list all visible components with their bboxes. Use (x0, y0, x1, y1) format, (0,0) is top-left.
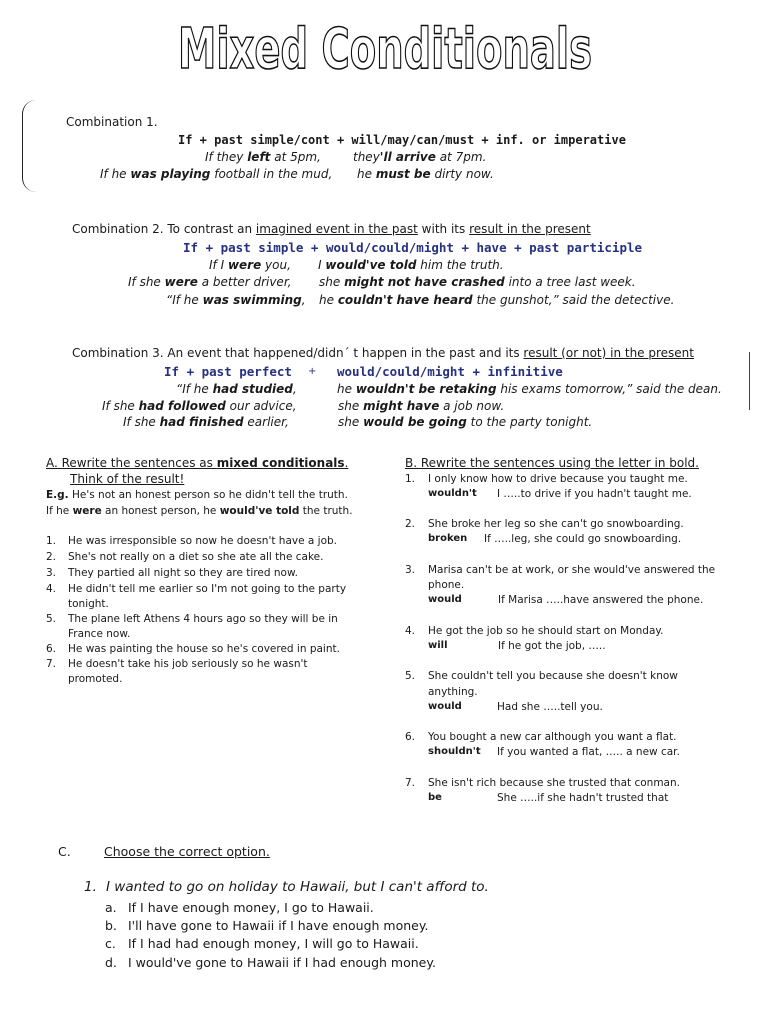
section-a-example: E.g. He's not an honest person so he didn't tell the truth. (46, 489, 348, 501)
section-c-heading: Choose the correct option. (104, 844, 270, 859)
section-a-item-text: tonight. (68, 598, 109, 610)
section-b-prompt: If you wanted a flat, ….. a new car. (497, 746, 680, 758)
section-b-prompt: Had she …..tell you. (497, 701, 603, 713)
combination-3-label: Combination 3. An event that happened/didn´ t happen in the past and its result (or not) in the present (72, 346, 694, 360)
section-b-item-text: I only know how to drive because you taught me. (428, 473, 688, 485)
section-b-item-text: phone. (428, 579, 465, 591)
combination-1-example-1-condition: If they left at 5pm, (205, 150, 321, 164)
combination-3-formula-condition: If + past perfect (164, 364, 292, 379)
section-b-keyword: broken (428, 533, 468, 544)
section-b-item-number: 1. (405, 473, 416, 485)
section-c-label: C. (58, 844, 71, 859)
section-a-item-number: 5. (46, 613, 57, 625)
section-a-example-answer: If he were an honest person, he would've told the truth. (46, 505, 353, 517)
title-text: Mixed Conditionals (178, 17, 592, 82)
combination-3-example-3-condition: If she had finished earlier, (123, 415, 289, 429)
section-b-heading: B. Rewrite the sentences using the letter in bold. (405, 456, 699, 470)
section-a-item-number: 7. (46, 658, 57, 670)
combination-2-label: Combination 2. To contrast an imagined event in the past with its result in the present (72, 222, 591, 236)
section-c-option-letter: d. (105, 955, 117, 970)
section-a-item-text: The plane left Athens 4 hours ago so they will be in (68, 613, 338, 625)
combination-3-example-2-condition: If she had followed our advice, (102, 399, 297, 413)
section-a-heading: A. Rewrite the sentences as mixed conditionals. (46, 456, 349, 470)
section-c-option-letter: b. (105, 918, 117, 933)
section-b-item-number: 4. (405, 625, 416, 637)
section-a-item-number: 2. (46, 551, 57, 563)
section-a-item-number: 6. (46, 643, 57, 655)
section-b-keyword: will (428, 640, 448, 651)
section-a-item-text: France now. (68, 628, 131, 640)
section-a-item-number: 3. (46, 567, 57, 579)
section-b-prompt: I …..to drive if you hadn't taught me. (497, 488, 692, 500)
left-bracket-decoration (22, 100, 37, 192)
section-a-item-text: They partied all night so they are tired now. (68, 567, 298, 579)
section-b-prompt: If Marisa …..have answered the phone. (498, 594, 704, 606)
section-b-item-text: She isn't rich because she trusted that conman. (428, 777, 680, 789)
section-b-item-text: He got the job so he should start on Monday. (428, 625, 664, 637)
section-a-item-text: She's not really on a diet so she ate all the cake. (68, 551, 324, 563)
section-a-item-text: He didn't tell me earlier so I'm not going to the party (68, 583, 347, 595)
section-c-question: I wanted to go on holiday to Hawaii, but I can't afford to. (106, 879, 489, 895)
section-a-item-text: He was irresponsible so now he doesn't have a job. (68, 535, 338, 547)
section-b-prompt: If he got the job, ….. (498, 640, 606, 652)
section-b-keyword: would (428, 701, 462, 712)
section-b-item-number: 7. (405, 777, 416, 789)
combination-1-example-1-result: they'll arrive at 7pm. (353, 150, 487, 164)
combination-2-example-3-result: he couldn't have heard the gunshot,” said the detective. (319, 293, 675, 307)
section-c-option-letter: c. (105, 936, 116, 951)
section-b-keyword: would (428, 594, 462, 605)
combination-3-example-1-result: he wouldn't be retaking his exams tomorrow,” said the dean. (337, 382, 722, 396)
section-b-keyword: shouldn't (428, 746, 481, 757)
section-b-item-text: Marisa can't be at work, or she would've answered the (428, 564, 716, 576)
section-a-subheading: Think of the result! (70, 472, 185, 486)
section-b-item-text: She couldn't tell you because she doesn't know (428, 670, 678, 682)
combination-2-example-3-condition: “If he was swimming, (166, 293, 306, 307)
combination-2-example-1-result: I would've told him the truth. (318, 258, 504, 272)
combination-3-formula-result: would/could/might + infinitive (337, 364, 563, 379)
section-b-item-number: 3. (405, 564, 416, 576)
section-b-item-text: She broke her leg so she can't go snowboarding. (428, 518, 684, 530)
section-c-option-text: If I have enough money, I go to Hawaii. (128, 900, 374, 915)
combination-1-label: Combination 1. (66, 115, 158, 129)
section-a-item-text: He doesn't take his job seriously so he wasn't (68, 658, 308, 670)
combination-3-example-3-result: she would be going to the party tonight. (338, 415, 593, 429)
combination-1-formula: If + past simple/cont + will/may/can/must + inf. or imperative (178, 133, 626, 147)
section-c-option-letter: a. (105, 900, 117, 915)
section-b-item-text: You bought a new car although you want a flat. (428, 731, 677, 743)
combination-2-example-2-condition: If she were a better driver, (128, 275, 292, 289)
section-c-option-text: I would've gone to Hawaii if I had enough money. (128, 955, 436, 970)
section-c-question-number: 1. (84, 879, 97, 895)
combination-3-formula-plus: + (308, 366, 317, 377)
section-a-item-text: He was painting the house so he's covered in paint. (68, 643, 340, 655)
section-b-prompt: She …..if she hadn't trusted that (497, 792, 669, 804)
combination-2-formula: If + past simple + would/could/might + have + past participle (183, 240, 643, 255)
combination-3-example-1-condition: “If he had studied, (176, 382, 297, 396)
section-a-item-number: 4. (46, 583, 57, 595)
combination-3-example-2-result: she might have a job now. (338, 399, 505, 413)
section-c-option-text: If I had had enough money, I will go to Hawaii. (128, 936, 419, 951)
section-b-item-number: 2. (405, 518, 416, 530)
section-a-item-number: 1. (46, 535, 57, 547)
section-b-keyword: wouldn't (428, 488, 477, 499)
section-b-prompt: If …..leg, she could go snowboarding. (484, 533, 682, 545)
section-b-item-number: 5. (405, 670, 416, 682)
right-edge-line (749, 352, 750, 410)
section-b-item-number: 6. (405, 731, 416, 743)
combination-1-example-2-condition: If he was playing football in the mud, (100, 167, 333, 181)
combination-2-example-2-result: she might not have crashed into a tree last week. (319, 275, 636, 289)
section-b-item-text: anything. (428, 686, 478, 698)
combination-1-example-2-result: he must be dirty now. (357, 167, 494, 181)
section-b-keyword: be (428, 792, 442, 803)
section-c-option-text: I'll have gone to Hawaii if I have enough money. (128, 918, 429, 933)
combination-2-example-1-condition: If I were you, (209, 258, 291, 272)
page-title (170, 10, 600, 80)
section-a-item-text: promoted. (68, 673, 123, 685)
